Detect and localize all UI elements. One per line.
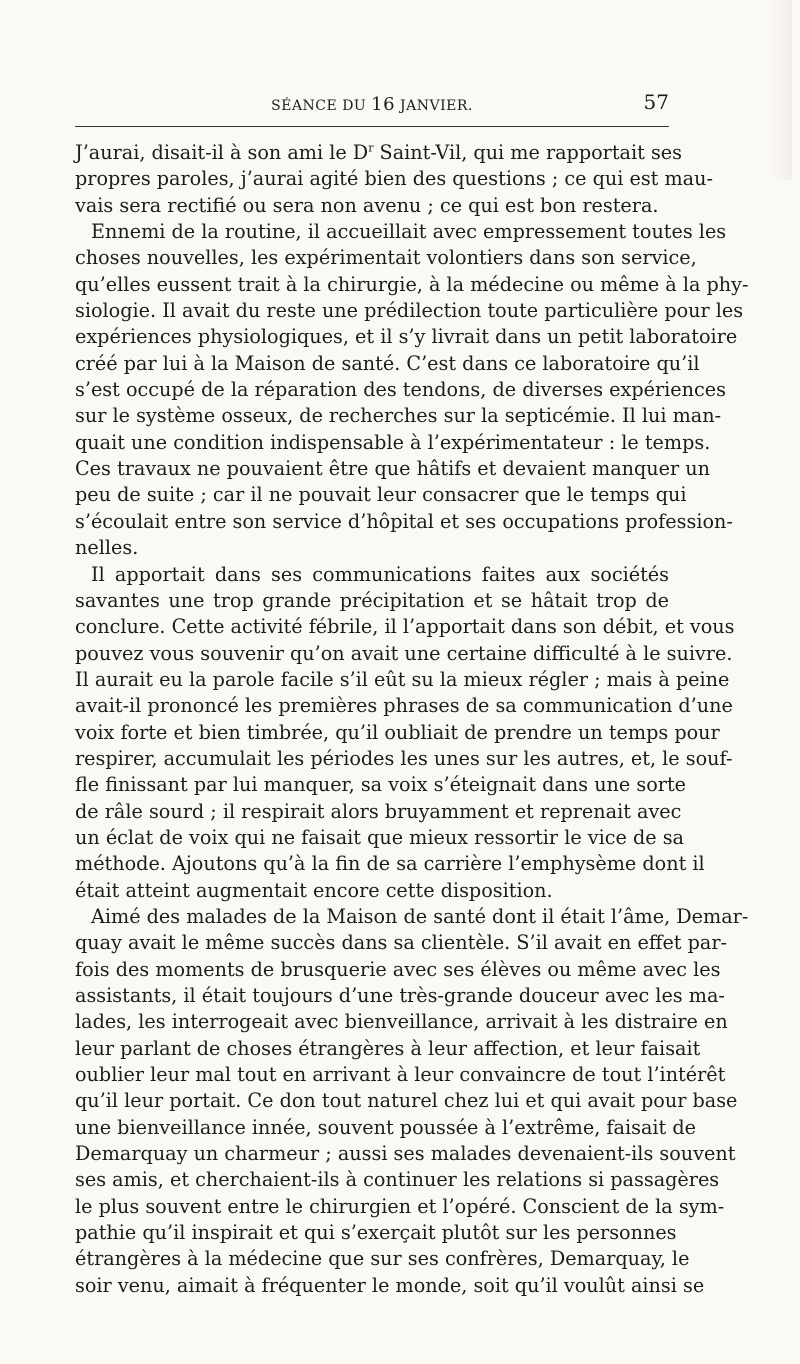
text-line: savantes une trop grande précipitation et se hâtait trop de (75, 588, 669, 612)
text-line: leur parlant de choses étrangères à leur affection, et leur faisait (75, 1036, 701, 1060)
text-line: s’écoulait entre son service d’hôpital et ses occupations profession- (75, 509, 733, 533)
running-head (75, 86, 669, 116)
text-line: Demarquay un charmeur ; aussi ses malades devenaient-ils souvent (75, 1142, 736, 1166)
text-line: fle finissant par lui manquer, sa voix s’éteignait dans une sorte (75, 773, 687, 797)
text-line: quait une condition indispensable à l’expérimentateur : le temps. (75, 430, 711, 454)
text-line: ses amis, et cherchaient-ils à continuer les relations si passagères (75, 1168, 720, 1192)
text-line: expériences physiologiques, et il s’y livrait dans un petit laboratoire (75, 325, 738, 349)
text-line: créé par lui à la Maison de santé. C’est dans ce laboratoire qu’il (75, 351, 700, 375)
running-title-prefix: SÉANCE DU (271, 98, 372, 114)
text-line: vais sera rectifié ou sera non avenu ; ce qui est bon restera. (75, 193, 659, 217)
text-line: pouvez vous souvenir qu’on avait une certaine difficulté à le suivre. (75, 641, 733, 665)
body-text (75, 140, 749, 1299)
header-rule (75, 126, 669, 127)
text-line: le plus souvent entre le chirurgien et l’opéré. Conscient de la sym- (75, 1194, 725, 1218)
text-line-part: J’aurai, disait-il à son ami le D (75, 141, 369, 164)
text-line: oublier leur mal tout en arrivant à leur convaincre de tout l’intérêt (75, 1063, 726, 1087)
text-line: peu de suite ; car il ne pouvait leur consacrer que le temps qui (75, 483, 687, 507)
text-line: Il aurait eu la parole facile s’il eût su la mieux régler ; mais à peine (75, 667, 730, 691)
text-line: soir venu, aimait à fréquenter le monde, soit qu’il voulût ainsi se (75, 1273, 705, 1297)
text-line: avait-il prononcé les premières phrases de sa communication d’une (75, 694, 733, 718)
text-line: choses nouvelles, les expérimentait volontiers dans son service, (75, 246, 697, 270)
text-line: assistants, il était toujours d’une très-grande douceur avec les ma- (75, 984, 725, 1007)
text-line: voix forte et bien timbrée, qu’il oubliait de prendre un temps pour (75, 720, 720, 744)
text-line: sur le système osseux, de recherches sur la septicémie. Il lui man- (75, 404, 722, 428)
text-line: fois des moments de brusquerie avec ses élèves ou même avec les (75, 957, 721, 981)
page-number: 57 (643, 90, 669, 114)
text-line: étrangères à la médecine que sur ses confrères, Demarquay, le (75, 1247, 690, 1271)
text-line: conclure. Cette activité fébrile, il l’apportait dans son débit, et vous (75, 615, 735, 639)
running-title-day: 16 (371, 94, 396, 115)
text-line: de râle sourd ; il respirait alors bruyamment et reprenait avec (75, 799, 682, 823)
text-line: qu’il leur portait. Ce don tout naturel chez lui et qui avait pour base (75, 1089, 738, 1113)
text-line: propres paroles, j’aurai agité bien des questions ; ce qui est mau- (75, 167, 713, 191)
text-line: Aimé des malades de la Maison de santé dont il était l’âme, Demar- (91, 904, 749, 928)
text-line (75, 140, 682, 166)
text-line: respirer, accumulait les périodes les unes sur les autres, et, le souf- (75, 746, 733, 770)
text-line: était atteint augmentait encore cette disposition. (75, 878, 553, 902)
text-line: qu’elles eussent trait à la chirurgie, à la médecine ou même à la phy- (75, 272, 749, 296)
running-title-suffix: JANVIER. (395, 98, 473, 114)
text-line-part: Saint-Vil, qui me rapportait ses (373, 141, 682, 164)
text-line: méthode. Ajoutons qu’à la fin de sa carrière l’emphysème dont il (75, 852, 705, 876)
text-line: s’est occupé de la réparation des tendons, de diverses expériences (75, 378, 726, 402)
text-line: nelles. (75, 536, 139, 560)
text-line: quay avait le même succès dans sa clientèle. S’il avait en effet par- (75, 931, 727, 955)
text-line: pathie qu’il inspirait et qui s’exerçait plutôt sur les personnes (75, 1221, 677, 1245)
text-line: une bienveillance innée, souvent poussée à l’extrême, faisait de (75, 1115, 696, 1139)
running-title (75, 94, 669, 115)
text-line: lades, les interrogeait avec bienveillance, arrivait à les distraire en (75, 1010, 728, 1034)
page-edge-shadow (770, 0, 792, 180)
text-line: siologie. Il avait du reste une prédilection toute particulière pour les (75, 299, 744, 323)
text-line: Ces travaux ne pouvaient être que hâtifs et devaient manquer un (75, 457, 710, 481)
text-line: Il apportait dans ses communications faites aux sociétés (91, 562, 669, 586)
text-line: Ennemi de la routine, il accueillait avec empressement toutes les (91, 220, 727, 244)
text-line: un éclat de voix qui ne faisait que mieux ressortir le vice de sa (75, 825, 684, 849)
text-superscript: r (368, 141, 374, 155)
